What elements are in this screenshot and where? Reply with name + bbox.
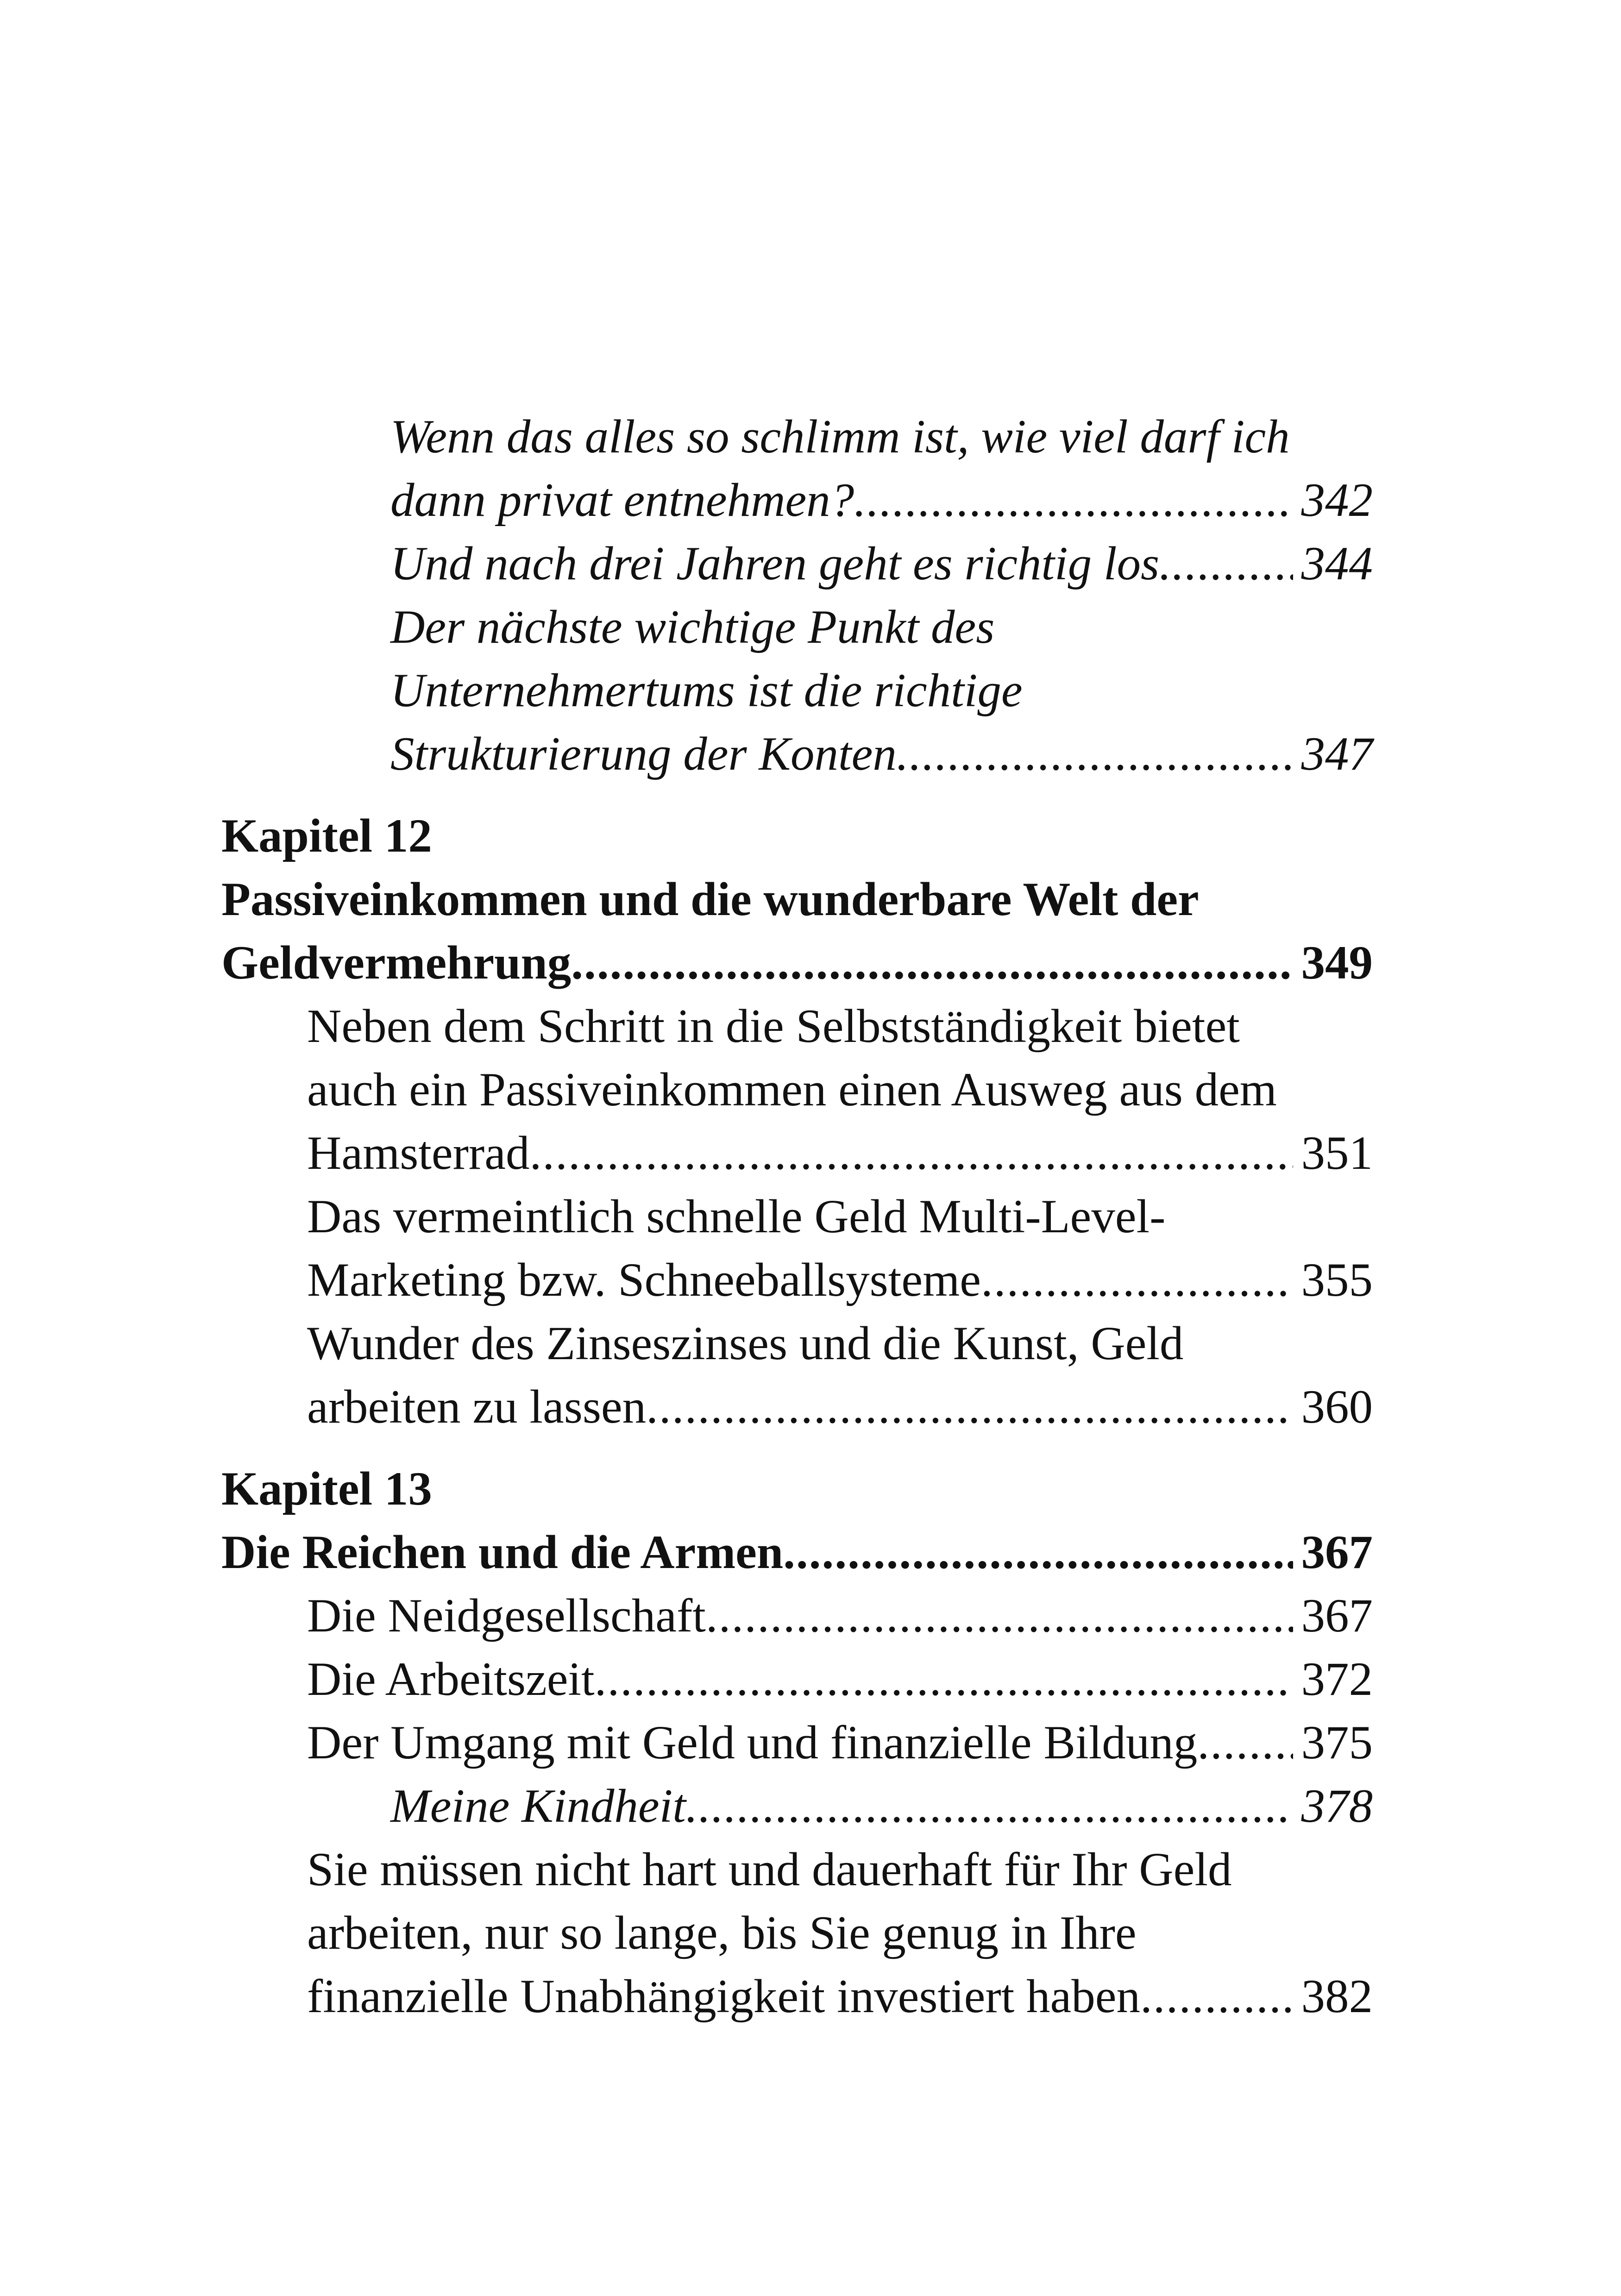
toc-entry[interactable] — [221, 1775, 1373, 1838]
toc-entry-text-line: Hamsterrad — [307, 1127, 530, 1179]
toc-entry-text-line: auch ein Passiveinkommen einen Ausweg aus dem — [307, 1063, 1277, 1116]
toc-entry-leader-line — [221, 469, 1373, 532]
table-of-contents — [221, 405, 1373, 2028]
toc-chapter-entry[interactable] — [221, 1457, 1373, 1584]
page-number: 351 — [1301, 1127, 1373, 1179]
dot-leader — [706, 1584, 1293, 1648]
dot-leader — [595, 1648, 1293, 1711]
dot-leader — [646, 1375, 1293, 1439]
toc-entry[interactable] — [221, 1584, 1373, 1648]
dot-leader — [686, 1775, 1293, 1838]
dot-leader — [571, 931, 1293, 995]
page-number: 342 — [1301, 474, 1373, 527]
toc-entry-text-line: Wenn das alles so schlimm ist, wie viel darf ich — [390, 410, 1290, 463]
page-number: 344 — [1301, 537, 1373, 590]
page-number: 367 — [1301, 1589, 1373, 1642]
dot-leader — [897, 722, 1293, 786]
toc-entry-text-line: Das vermeintlich schnelle Geld Multi-Level- — [307, 1190, 1166, 1243]
toc-entry[interactable] — [221, 1312, 1373, 1439]
toc-entry-text-line: Wunder des Zinseszinses und die Kunst, Geld — [307, 1317, 1184, 1370]
chapter-label: Kapitel 12 — [221, 809, 432, 862]
toc-entry-text-line: Neben dem Schritt in die Selbstständigkeit bietet — [307, 1000, 1240, 1053]
toc-entry-text-line: Sie müssen nicht hart und dauerhaft für Ihr Geld — [307, 1843, 1232, 1896]
toc-entry-leader-line — [221, 1648, 1373, 1711]
dot-leader — [981, 1248, 1293, 1312]
toc-entry-leader-line — [221, 1711, 1373, 1775]
toc-entry[interactable] — [221, 1711, 1373, 1775]
toc-entry-leader-line — [221, 1775, 1373, 1838]
toc-entry-leader-line — [221, 931, 1373, 995]
toc-entry-text-line: dann privat entnehmen? — [390, 474, 854, 527]
toc-entry-leader-line — [221, 1122, 1373, 1185]
toc-entry-text-line: arbeiten, nur so lange, bis Sie genug in Ihre — [307, 1907, 1137, 1959]
toc-entry-text-line: Die Arbeitszeit — [307, 1653, 595, 1706]
toc-entry-leader-line — [221, 532, 1373, 596]
toc-entry-leader-line — [221, 1375, 1373, 1439]
toc-entry[interactable] — [221, 532, 1373, 596]
toc-entry-text-line: Unternehmertums ist die richtige — [390, 664, 1023, 717]
toc-entry[interactable] — [221, 405, 1373, 532]
toc-entry-text-line: Meine Kindheit — [390, 1780, 686, 1832]
toc-entry-leader-line — [221, 1521, 1373, 1584]
toc-entry-text-line: Passiveinkommen und die wunderbare Welt der — [221, 873, 1199, 926]
page-number: 378 — [1301, 1780, 1373, 1832]
dot-leader — [1197, 1711, 1293, 1775]
toc-entry-text-line: arbeiten zu lassen — [307, 1380, 647, 1433]
page-number: 349 — [1301, 936, 1373, 989]
toc-entry[interactable] — [221, 1838, 1373, 2028]
toc-entry-text-line: Die Neidgesellschaft — [307, 1589, 706, 1642]
toc-entry-leader-line — [221, 722, 1373, 786]
page-number: 372 — [1301, 1653, 1373, 1706]
toc-chapter-entry[interactable] — [221, 804, 1373, 995]
page-number: 367 — [1301, 1526, 1373, 1579]
dot-leader — [783, 1521, 1293, 1584]
page-number: 355 — [1301, 1254, 1373, 1306]
dot-leader — [1140, 1965, 1293, 2028]
toc-entry[interactable] — [221, 596, 1373, 786]
toc-entry[interactable] — [221, 1185, 1373, 1312]
dot-leader — [854, 469, 1293, 532]
dot-leader — [529, 1122, 1293, 1185]
toc-entry[interactable] — [221, 1648, 1373, 1711]
page-number: 360 — [1301, 1380, 1373, 1433]
toc-entry-text-line: finanzielle Unabhängigkeit investiert haben — [307, 1970, 1140, 2023]
toc-entry-text-line: Strukturierung der Konten — [390, 728, 897, 780]
toc-entry-text-line: Der Umgang mit Geld und finanzielle Bildung — [307, 1716, 1198, 1769]
toc-entry-text-line: Und nach drei Jahren geht es richtig los — [390, 537, 1160, 590]
page-number: 347 — [1301, 728, 1373, 780]
dot-leader — [1159, 532, 1293, 596]
toc-entry-leader-line — [221, 1248, 1373, 1312]
toc-entry-text-line: Die Reichen und die Armen — [221, 1526, 784, 1579]
toc-entry[interactable] — [221, 995, 1373, 1185]
toc-entry-text-line: Geldvermehrung — [221, 936, 572, 989]
chapter-label: Kapitel 13 — [221, 1462, 432, 1515]
toc-entry-text-line: Marketing bzw. Schneeballsysteme — [307, 1254, 981, 1306]
page-number: 375 — [1301, 1716, 1373, 1769]
toc-entry-leader-line — [221, 1584, 1373, 1648]
page-number: 382 — [1301, 1970, 1373, 2023]
toc-entry-text-line: Der nächste wichtige Punkt des — [390, 601, 995, 653]
toc-entry-leader-line — [221, 1965, 1373, 2028]
